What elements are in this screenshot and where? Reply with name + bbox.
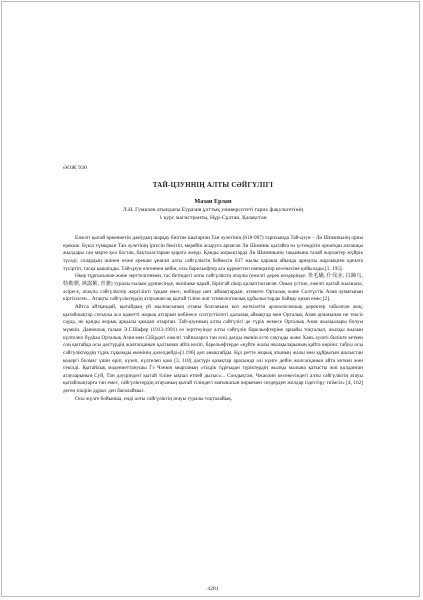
paragraph: Айтса айтқандай, қытайдың үй жылнасының отаны болғанына көз жеткізетін археологиялық деректер табылған жоқ; қытайлықтар соғыска аса қажетті жорық атгарын көбінесе солтүстіктегі далалық аймақтар мен Орталық Азия аумағынан не тексіз сауда, не қанды жорық арқылы қамдап отырған. Тай-цзунның алты сәйгүлігі де түрік немесе Орталық Азия жылқылары болуы мүмкін. Даниялық ғалым Э.Г.Шафер (1913-1991) өз зерттеуінде алты сәйгүлік барельефтеріне арнайы тоқталып, жылқы жылын күлтелеп бүдһаа Орталық Азия мен Сібірдегі ежелгі тайпаларға тән ескі дағды екенін есте сақтады және Хань әулеті билікте кеткен соң қытайда осы дәстүрдің жалғасқанын қалтынан айта келіп, барельефтерде «күйте жалы жылқыларының қайта көрініс табуы осы сәйгүліктердің түрік тұқымды екенінің дәлелдейді»[1.196] деп анықтайды. Бұл ретте жорық атының жалы мен құйрығын шалыстан кедергі болмас үшін өріп, күзеп, күлтелеп қою [3, 118] дәстүрі қазақтар арасында әлі күнге дейін жалғасқанын айта кеткен жөн секілді. Қытайлық мәдениеттанушы Гэ Чэнюн мырзаның «тілдік тұрғыдан түріктердің жылқы малына қатысты жиі қолданған атауларының Суй, Тан дәуіріндегі қытай тіліне ықпал етпей дыгыс»... Сондықтан, Чжаолин кесенесіндегі алты сәйгүліктің атауы қытайлықтарға тән емес, сәйгүліктердің атауының қытай тіліндегі мағынасын көркемен сөздерден жолдар іздестіру тиімсіз» [4, 162] деген пікірін дұрыс деп бағалаймыз. — [63, 303, 363, 395]
affiliation — [63, 207, 363, 223]
paragraph: Өкер тұрғысынан және зерттелгенмен, тас бетіндегі алты сәйгүліктің атаулы (ежелгі дерек көздерінде: 拳毛騧, 什伐赤, 白蹄乌, 特勒骠, 飒露紫, 青骓) туралы ғылым дүниесінде, өкінішке қарай, бірізгай пікір қалыптаспаған. Оның үстіне, ежелгі қытай жылнасы, әсіресе, атақты сәйгүліктер жергілікті тұқым емес, көбінде шет аймақтардан, әтемөте Орталық және Солтүстік Азия аумағынан кіргізілген... Атақты сәйгүліктердің атауынан-ақ қытай тіліне жат этимологиялық құбылыстарды байқау қиын емес [2]. — [63, 273, 363, 303]
paragraph: Ежелгі қытай өркениетін дамудың шарқау биігіне шығарған Тан әулетінің (618-907) тарихында Тай-цзун – Ли Шиминьнің орны ерекше. Бүкіл гүмырын Тан әулетінің іргесін бекітіп, мерейін асыруға арнаған Ли Шиминь қытайға өз үстемдігін орнатқан алғашқы жылдары сан мәрте қол бастап, бақталастарын қирата жеңді. Қанды жорықтарда Ли Шиминьнің тақымына талай жауынгер жүйрік түседі, солардың ішінен өзіне ерекше ұнаған алты сәйгүліктің бейнесін 637 жылы қараша айында арнаулы жарлықпен қағазға түсіртіп, тасқа қашатады. Тай-цзун өлгеннен кейін, осы барельефтер аса құрметтеп император кесенесіне қойылады [1, 195]. — [63, 235, 363, 272]
page-number: 4281 — [207, 586, 219, 592]
paragraph: Осы жүлге бойынша, енді алты сәйгүліктің атауы туралы тоқталайық. — [75, 395, 233, 402]
article-body — [63, 235, 363, 403]
affiliation-line: 1 курс магистранты, Нұр-Сұлтан, Қазақстан — [159, 214, 267, 221]
article-title: ТАЙ-ЦЗУННІҢ АЛТЫ СӘЙГҮЛІГІ — [152, 182, 274, 189]
udc-code: ӘОЖ 930 — [63, 165, 88, 171]
affiliation-line: Л.Н. Гумилев атындағы Еуразия ұлттық университеті тарих факультетінің — [122, 207, 304, 213]
author-name: Мазан Ерлан — [194, 198, 232, 205]
